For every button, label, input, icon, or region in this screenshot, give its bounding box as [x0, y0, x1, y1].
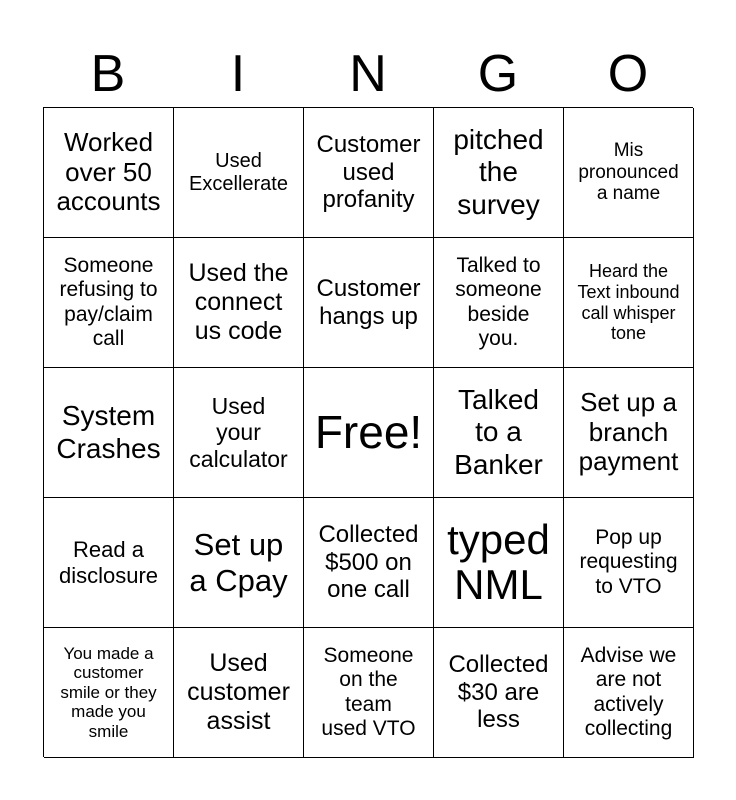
bingo-cell[interactable]: Someone on the team used VTO — [304, 628, 434, 758]
header-letter-o: O — [607, 45, 649, 103]
bingo-cell[interactable]: Talked to someone beside you. — [434, 238, 564, 368]
free-space-cell[interactable]: Free! — [304, 368, 434, 498]
bingo-cell[interactable]: Someone refusing to pay/claim call — [44, 238, 174, 368]
bingo-cell[interactable]: Set up a Cpay — [174, 498, 304, 628]
bingo-cell[interactable]: Used customer assist — [174, 628, 304, 758]
bingo-board — [43, 107, 693, 757]
bingo-cell[interactable]: Advise we are not actively collecting — [564, 628, 694, 758]
bingo-cell[interactable]: Talked to a Banker — [434, 368, 564, 498]
header-letter-i: I — [230, 45, 246, 103]
bingo-cell[interactable]: Read a disclosure — [44, 498, 174, 628]
bingo-cell[interactable]: System Crashes — [44, 368, 174, 498]
bingo-cell[interactable]: Used Excellerate — [174, 108, 304, 238]
bingo-cell[interactable]: Collected $500 on one call — [304, 498, 434, 628]
bingo-cell[interactable]: Used your calculator — [174, 368, 304, 498]
bingo-cell[interactable]: pitched the survey — [434, 108, 564, 238]
bingo-cell[interactable]: Customer hangs up — [304, 238, 434, 368]
bingo-cell[interactable]: Worked over 50 accounts — [44, 108, 174, 238]
header-letter-g: G — [477, 45, 519, 103]
bingo-cell[interactable]: typed NML — [434, 498, 564, 628]
bingo-header — [43, 40, 693, 108]
bingo-cell[interactable]: You made a customer smile or they made you smile — [44, 628, 174, 758]
bingo-cell[interactable]: Mis pronounced a name — [564, 108, 694, 238]
bingo-cell[interactable]: Customer used profanity — [304, 108, 434, 238]
header-letter-b: B — [90, 45, 126, 103]
bingo-cell[interactable]: Pop up requesting to VTO — [564, 498, 694, 628]
header-letter-n: N — [349, 45, 387, 103]
bingo-cell[interactable]: Collected $30 are less — [434, 628, 564, 758]
bingo-cell[interactable]: Set up a branch payment — [564, 368, 694, 498]
bingo-cell[interactable]: Heard the Text inbound call whisper tone — [564, 238, 694, 368]
bingo-cell[interactable]: Used the connect us code — [174, 238, 304, 368]
